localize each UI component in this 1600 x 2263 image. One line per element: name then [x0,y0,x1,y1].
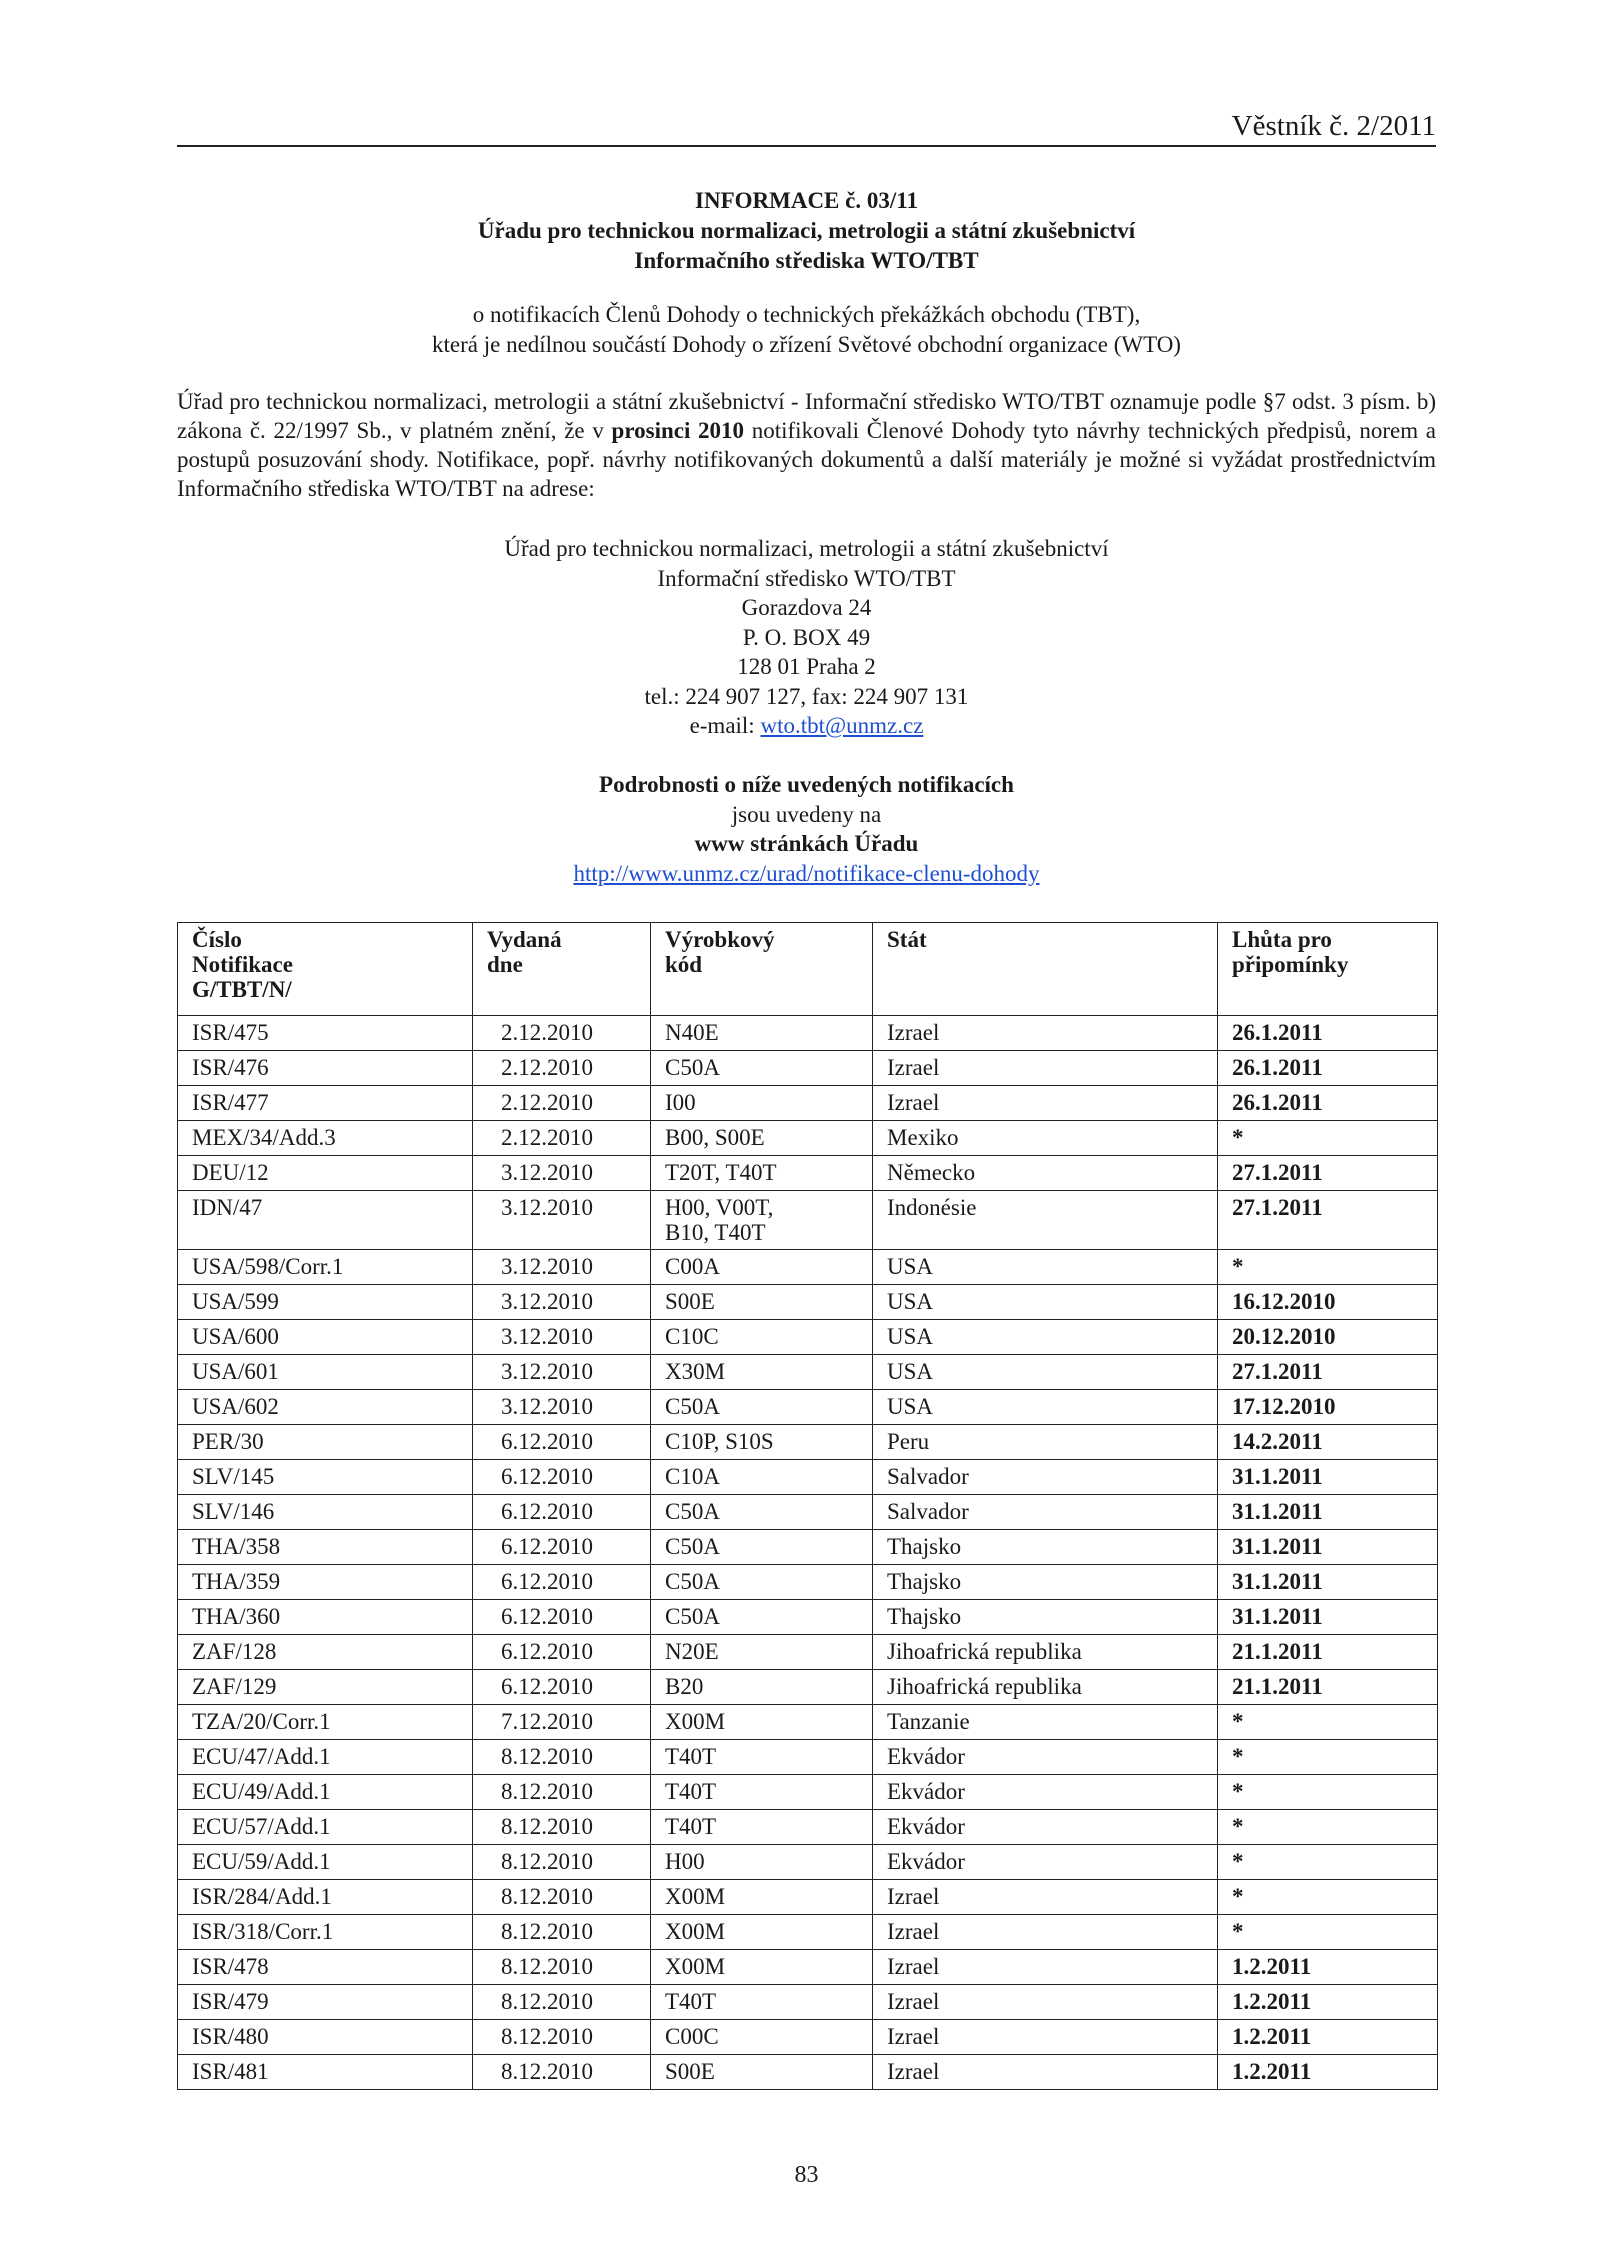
issued-date-cell: 8.12.2010 [473,1950,651,1985]
table-row [178,1985,1438,2020]
deadline-cell: 17.12.2010 [1218,1390,1438,1425]
notification-number-cell: ECU/49/Add.1 [178,1775,473,1810]
header-text: Číslo [192,927,242,952]
notification-number-cell: ECU/57/Add.1 [178,1810,473,1845]
deadline-cell: 26.1.2011 [1218,1016,1438,1051]
country-cell: Indonésie [873,1191,1218,1250]
header-text: Notifikace [192,952,293,977]
header-product-code [651,923,873,1016]
table-row [178,1051,1438,1086]
table-body [178,1016,1438,2090]
country-cell: Ekvádor [873,1740,1218,1775]
issued-date-cell: 3.12.2010 [473,1285,651,1320]
deadline-cell: 14.2.2011 [1218,1425,1438,1460]
deadline-cell: 27.1.2011 [1218,1355,1438,1390]
country-cell: Izrael [873,2055,1218,2090]
issued-date-cell: 8.12.2010 [473,1845,651,1880]
notification-number-cell: ISR/478 [178,1950,473,1985]
notification-number-cell: ZAF/129 [178,1670,473,1705]
product-code-cell: S00E [651,2055,873,2090]
table-row [178,2020,1438,2055]
deadline-cell: * [1218,1915,1438,1950]
deadline-cell: 31.1.2011 [1218,1565,1438,1600]
country-cell: Ekvádor [873,1845,1218,1880]
notification-number-cell: ECU/59/Add.1 [178,1845,473,1880]
header-text: dne [487,952,523,977]
notification-number-cell: ISR/479 [178,1985,473,2020]
table-row [178,1086,1438,1121]
notification-number-cell: ISR/476 [178,1051,473,1086]
issued-date-cell: 6.12.2010 [473,1530,651,1565]
table-row [178,1740,1438,1775]
product-code-cell: B20 [651,1670,873,1705]
issued-date-cell: 3.12.2010 [473,1191,651,1250]
deadline-cell: 1.2.2011 [1218,2055,1438,2090]
product-code-cell: H00, V00T, B10, T40T [651,1191,873,1250]
table-row [178,1810,1438,1845]
issued-date-cell: 2.12.2010 [473,1016,651,1051]
page-number: 83 [794,2162,819,2188]
issued-date-cell: 2.12.2010 [473,1086,651,1121]
notifications-table [177,922,1438,2090]
issued-date-cell: 7.12.2010 [473,1705,651,1740]
notification-number-cell: USA/599 [178,1285,473,1320]
deadline-cell: 20.12.2010 [1218,1320,1438,1355]
notification-number-cell: THA/359 [178,1565,473,1600]
notification-number-cell: ISR/481 [178,2055,473,2090]
details-block [177,770,1436,888]
table-row [178,1915,1438,1950]
issued-date-cell: 3.12.2010 [473,1320,651,1355]
notification-number-cell: MEX/34/Add.3 [178,1121,473,1156]
table-row [178,1191,1438,1250]
deadline-cell: 31.1.2011 [1218,1530,1438,1565]
address-line-6: tel.: 224 907 127, fax: 224 907 131 [644,683,969,709]
table-row [178,1565,1438,1600]
issued-date-cell: 6.12.2010 [473,1600,651,1635]
product-code-cell: C00C [651,2020,873,2055]
address-line-3: Gorazdova 24 [741,595,872,620]
header-text: kód [665,952,703,977]
header-text: připomínky [1232,952,1349,977]
issued-date-cell: 3.12.2010 [473,1390,651,1425]
deadline-cell: 31.1.2011 [1218,1495,1438,1530]
country-cell: Izrael [873,1915,1218,1950]
notification-number-cell: ECU/47/Add.1 [178,1740,473,1775]
table-row [178,1705,1438,1740]
deadline-cell: 1.2.2011 [1218,1950,1438,1985]
country-cell: Salvador [873,1460,1218,1495]
country-cell: Ekvádor [873,1810,1218,1845]
issued-date-cell: 6.12.2010 [473,1495,651,1530]
subtitle-line-1: o notifikacích Členů Dohody o technických překážkách obchodu (TBT), [472,302,1141,327]
intro-text-2: notifikovali Členové Dohody tyto návrhy technických předpisů, norem a postupů posuzování shody. Notifikace, popř. návrhy notifikovaných dokumentů a další materiály je možné si vyžádat prostřednictvím Informačního střediska WTO/TBT na adrese: [177,418,1437,501]
table-row [178,1390,1438,1425]
table-row [178,1121,1438,1156]
country-cell: Izrael [873,1985,1218,2020]
address-line-5: 128 01 Praha 2 [737,654,876,679]
notification-number-cell: SLV/145 [178,1460,473,1495]
deadline-cell: * [1218,1880,1438,1915]
issued-date-cell: 6.12.2010 [473,1425,651,1460]
details-line-2: jsou uvedeny na [731,801,882,827]
deadline-cell: * [1218,1121,1438,1156]
table-header-row [178,923,1438,1016]
deadline-cell: * [1218,1775,1438,1810]
table-row [178,1950,1438,1985]
country-cell: Salvador [873,1495,1218,1530]
product-code-cell: T40T [651,1985,873,2020]
deadline-cell: 16.12.2010 [1218,1285,1438,1320]
notification-number-cell: USA/600 [178,1320,473,1355]
country-cell: USA [873,1355,1218,1390]
product-code-cell: C50A [651,1565,873,1600]
notification-number-cell: ISR/284/Add.1 [178,1880,473,1915]
table-row [178,1016,1438,1051]
header-text: Stát [887,927,927,952]
country-cell: Izrael [873,1051,1218,1086]
deadline-cell: * [1218,1810,1438,1845]
notification-number-cell: THA/358 [178,1530,473,1565]
issued-date-cell: 8.12.2010 [473,2055,651,2090]
product-code-cell: C10A [651,1460,873,1495]
country-cell: Thajsko [873,1600,1218,1635]
product-code-cell: C50A [651,1495,873,1530]
details-url-link[interactable]: http://www.unmz.cz/urad/notifikace-clenu-dohody [573,860,1040,886]
deadline-cell: * [1218,1740,1438,1775]
header-text: Výrobkový [665,927,775,952]
table-row [178,1845,1438,1880]
header-comment-deadline [1218,923,1438,1016]
table-row [178,1495,1438,1530]
deadline-cell: 31.1.2011 [1218,1600,1438,1635]
table-row [178,1880,1438,1915]
country-cell: Izrael [873,1016,1218,1051]
country-cell: USA [873,1320,1218,1355]
header-text: Vydaná [487,927,562,952]
issued-date-cell: 8.12.2010 [473,1985,651,2020]
header-country [873,923,1218,1016]
product-code-cell: C00A [651,1250,873,1285]
table-row [178,1670,1438,1705]
country-cell: Izrael [873,1086,1218,1121]
country-cell: Ekvádor [873,1775,1218,1810]
notification-number-cell: ISR/475 [178,1016,473,1051]
product-code-cell: C50A [651,1530,873,1565]
bulletin-header: Věstník č. 2/2011 [1231,110,1436,142]
table-row [178,1250,1438,1285]
deadline-cell: 26.1.2011 [1218,1051,1438,1086]
country-cell: Izrael [873,2020,1218,2055]
country-cell: Tanzanie [873,1705,1218,1740]
table-row [178,1355,1438,1390]
deadline-cell: 27.1.2011 [1218,1156,1438,1191]
table-row [178,1425,1438,1460]
table-row [178,2055,1438,2090]
product-code-cell: C50A [651,1600,873,1635]
issued-date-cell: 6.12.2010 [473,1565,651,1600]
issued-date-cell: 3.12.2010 [473,1156,651,1191]
deadline-cell: 1.2.2011 [1218,2020,1438,2055]
notification-number-cell: PER/30 [178,1425,473,1460]
contact-address [177,534,1436,741]
product-code-cell: N20E [651,1635,873,1670]
deadline-cell: 21.1.2011 [1218,1635,1438,1670]
notification-number-cell: ISR/480 [178,2020,473,2055]
subtitle-line-2: která je nedílnou součástí Dohody o zřízení Světové obchodní organizace (WTO) [432,332,1181,357]
issued-date-cell: 8.12.2010 [473,1810,651,1845]
table-row [178,1530,1438,1565]
notification-number-cell: USA/601 [178,1355,473,1390]
product-code-cell: H00 [651,1845,873,1880]
product-code-cell: X00M [651,1915,873,1950]
issued-date-cell: 2.12.2010 [473,1051,651,1086]
details-line-3: www stránkách Úřadu [694,831,919,856]
issued-date-cell: 8.12.2010 [473,1775,651,1810]
issued-date-cell: 2.12.2010 [473,1121,651,1156]
details-line-1: Podrobnosti o níže uvedených notifikacích [599,772,1014,797]
country-cell: Izrael [873,1880,1218,1915]
product-code-cell: B00, S00E [651,1121,873,1156]
country-cell: Německo [873,1156,1218,1191]
email-line [177,711,1436,741]
title-line-3: Informačního střediska WTO/TBT [634,248,979,273]
product-code-cell: C50A [651,1390,873,1425]
deadline-cell: 26.1.2011 [1218,1086,1438,1121]
deadline-cell: 21.1.2011 [1218,1670,1438,1705]
notification-number-cell: IDN/47 [178,1191,473,1250]
notification-number-cell: DEU/12 [178,1156,473,1191]
issued-date-cell: 8.12.2010 [473,1740,651,1775]
product-code-cell: T40T [651,1810,873,1845]
country-cell: Thajsko [873,1565,1218,1600]
product-code-cell: X00M [651,1705,873,1740]
deadline-cell: * [1218,1250,1438,1285]
issued-date-cell: 6.12.2010 [473,1460,651,1495]
deadline-cell: * [1218,1845,1438,1880]
issued-date-cell: 8.12.2010 [473,2020,651,2055]
product-code-cell: C10C [651,1320,873,1355]
issued-date-cell: 3.12.2010 [473,1355,651,1390]
intro-paragraph [177,387,1436,503]
address-line-2: Informační středisko WTO/TBT [657,565,956,591]
country-cell: Jihoafrická republika [873,1670,1218,1705]
header-text: Lhůta pro [1232,927,1332,952]
header-notification-number [178,923,473,1016]
country-cell: USA [873,1285,1218,1320]
table-row [178,1156,1438,1191]
table-row [178,1320,1438,1355]
product-code-cell: X00M [651,1950,873,1985]
product-code-cell: X30M [651,1355,873,1390]
notification-number-cell: USA/598/Corr.1 [178,1250,473,1285]
deadline-cell: 27.1.2011 [1218,1191,1438,1250]
country-cell: Peru [873,1425,1218,1460]
issued-date-cell: 8.12.2010 [473,1880,651,1915]
country-cell: Thajsko [873,1530,1218,1565]
product-code-cell: S00E [651,1285,873,1320]
table-row [178,1285,1438,1320]
notification-number-cell: ISR/477 [178,1086,473,1121]
title-line-2: Úřadu pro technickou normalizaci, metrologii a státní zkušebnictví [477,218,1136,243]
product-code-cell: C50A [651,1051,873,1086]
product-code-cell: X00M [651,1880,873,1915]
table-row [178,1460,1438,1495]
intro-bold-month: prosinci 2010 [611,418,745,443]
product-code-cell: I00 [651,1086,873,1121]
issued-date-cell: 6.12.2010 [473,1670,651,1705]
header-divider [177,145,1436,147]
issued-date-cell: 8.12.2010 [473,1915,651,1950]
address-line-1: Úřad pro technickou normalizaci, metrologii a státní zkušebnictví [504,536,1109,561]
table-row [178,1635,1438,1670]
email-label: e-mail: [689,713,761,738]
country-cell: Mexiko [873,1121,1218,1156]
notification-number-cell: THA/360 [178,1600,473,1635]
issued-date-cell: 3.12.2010 [473,1250,651,1285]
product-code-cell: C10P, S10S [651,1425,873,1460]
table-row [178,1600,1438,1635]
title-line-1: INFORMACE č. 03/11 [695,188,918,213]
deadline-cell: 31.1.2011 [1218,1460,1438,1495]
notification-number-cell: ISR/318/Corr.1 [178,1915,473,1950]
notification-number-cell: ZAF/128 [178,1635,473,1670]
intro-text-1: Úřad pro technickou normalizaci, metrologii a státní zkušebnictví - Informační středisko WTO/TBT oznamuje podle §7 odst. 3 písm. b) zákona č. 22/1997 Sb., v platném znění, že v [177,389,1436,443]
notification-number-cell: TZA/20/Corr.1 [178,1705,473,1740]
header-text: G/TBT/N/ [192,977,292,1002]
country-cell: USA [873,1390,1218,1425]
document-subtitle [177,300,1436,360]
notification-number-cell: USA/602 [178,1390,473,1425]
address-line-4: P. O. BOX 49 [742,624,871,650]
product-code-cell: N40E [651,1016,873,1051]
country-cell: Jihoafrická republika [873,1635,1218,1670]
issued-date-cell: 6.12.2010 [473,1635,651,1670]
country-cell: USA [873,1250,1218,1285]
product-code-cell: T40T [651,1740,873,1775]
product-code-cell: T20T, T40T [651,1156,873,1191]
table-row [178,1775,1438,1810]
email-link[interactable]: wto.tbt@unmz.cz [760,713,924,738]
product-code-cell: T40T [651,1775,873,1810]
deadline-cell: 1.2.2011 [1218,1985,1438,2020]
document-title [177,186,1436,276]
header-issued-date [473,923,651,1016]
notification-number-cell: SLV/146 [178,1495,473,1530]
deadline-cell: * [1218,1705,1438,1740]
country-cell: Izrael [873,1950,1218,1985]
